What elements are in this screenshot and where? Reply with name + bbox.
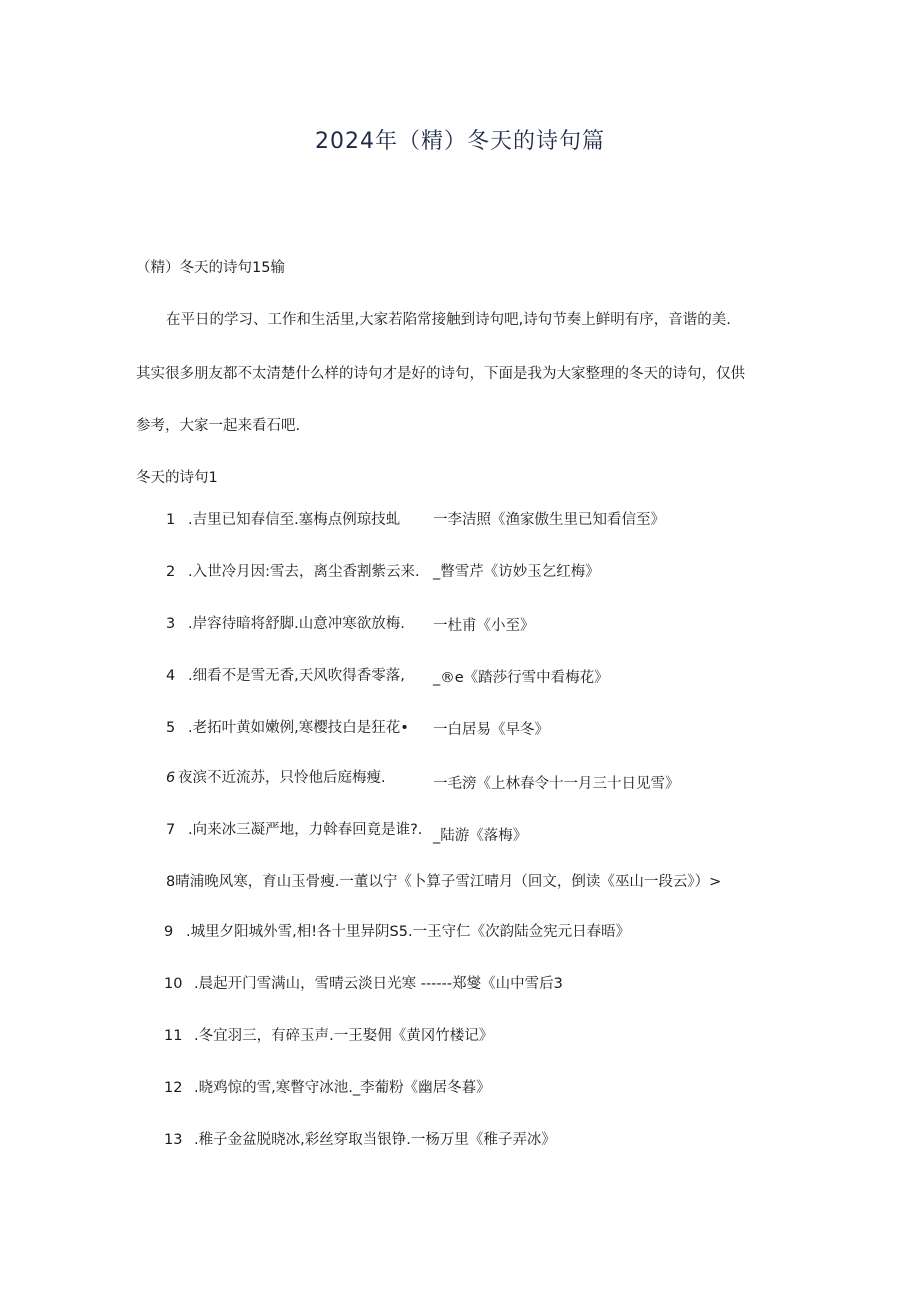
item-text: .晨起开门雪满山，雪晴云淡日光寒 ------郑燮《山中雪后3 <box>194 976 563 992</box>
intro-line-3: 参考，大家一起来看石吧. <box>136 418 301 434</box>
item-text: .冬宜羽三，有碎玉声.一王娶佣《黄冈竹楼记》 <box>194 1028 494 1044</box>
item-number: 13 <box>164 1132 183 1148</box>
item-author: 一杜甫《小至》 <box>433 618 535 634</box>
item-verse: .老拓叶黄如嫩例,寒樱技白是狂花• <box>188 720 409 736</box>
item-number: 9 <box>164 924 174 940</box>
item-number: 12 <box>164 1080 183 1096</box>
item-verse: 夜滨不近流苏，只怜他后庭梅瘦. <box>178 770 386 786</box>
item-verse: .细看不是雪无香,天风吹得香零落, <box>188 668 405 684</box>
item-verse: .岸容待暗将舒脚.山意冲寒欲放梅. <box>188 616 405 632</box>
item-number: 4 <box>166 668 176 684</box>
item-author: _瞥雪芹《访妙玉乞红梅》 <box>433 564 600 580</box>
list-item: 8晴浦晚风寒，育山玉骨瘦.一董以宁《卜算子雪江晴月（回文，倒读《巫山一段云》）> <box>166 874 722 890</box>
intro-line-1: 在平日的学习、工作和生活里,大家若陷常接触到诗句吧,诗句节奏上鲜明有序，音谐的美. <box>166 312 731 328</box>
item-number: 3 <box>166 616 176 632</box>
item-author: _陆游《落梅》 <box>433 828 528 844</box>
subtitle: （精）冬天的诗句15输 <box>136 260 285 276</box>
item-author: 一白居易《早冬》 <box>433 722 549 738</box>
item-verse: .吉里已知春信至.塞梅点例琼技虬 <box>188 512 401 528</box>
item-number: 7 <box>166 822 176 838</box>
item-verse: .入世冷月因:雪去，离尘香割紫云来. <box>188 564 420 580</box>
item-number: 5 <box>166 720 176 736</box>
item-author: _®e《踏莎行雪中看梅花》 <box>433 670 609 686</box>
item-author: 一毛滂《上林春令十一月三十日见雪》 <box>433 776 680 792</box>
item-number: 2 <box>166 564 176 580</box>
item-number: 1 <box>166 512 176 528</box>
item-number: 10 <box>164 976 183 992</box>
item-text: .城里夕阳城外雪,相!各十里异阴S5.一王守仁《次韵陆佥宪元日春晤》 <box>186 924 631 940</box>
item-text: .晓鸡惊的雪,寒瞥守冰池._李葡粉《幽居冬暮》 <box>194 1080 491 1096</box>
item-author: 一李洁照《渔家傲生里已知看信至》 <box>433 512 665 528</box>
item-verse: .向来冰三凝严地，力斡春回竟是谁?. <box>188 822 423 838</box>
page-title: 2024年（精）冬天的诗句篇 <box>315 129 605 154</box>
item-number: 11 <box>164 1028 183 1044</box>
item-text: .稚子金盆脱晓冰,彩丝穿取当银铮.一杨万里《稚子弄冰》 <box>194 1132 556 1148</box>
intro-line-2: 其实很多朋友都不太清楚什么样的诗句才是好的诗句，下面是我为大家整理的冬天的诗句，仅供 <box>136 366 745 382</box>
section-heading: 冬天的诗句1 <box>136 470 218 486</box>
item-number: 6 <box>166 770 176 786</box>
